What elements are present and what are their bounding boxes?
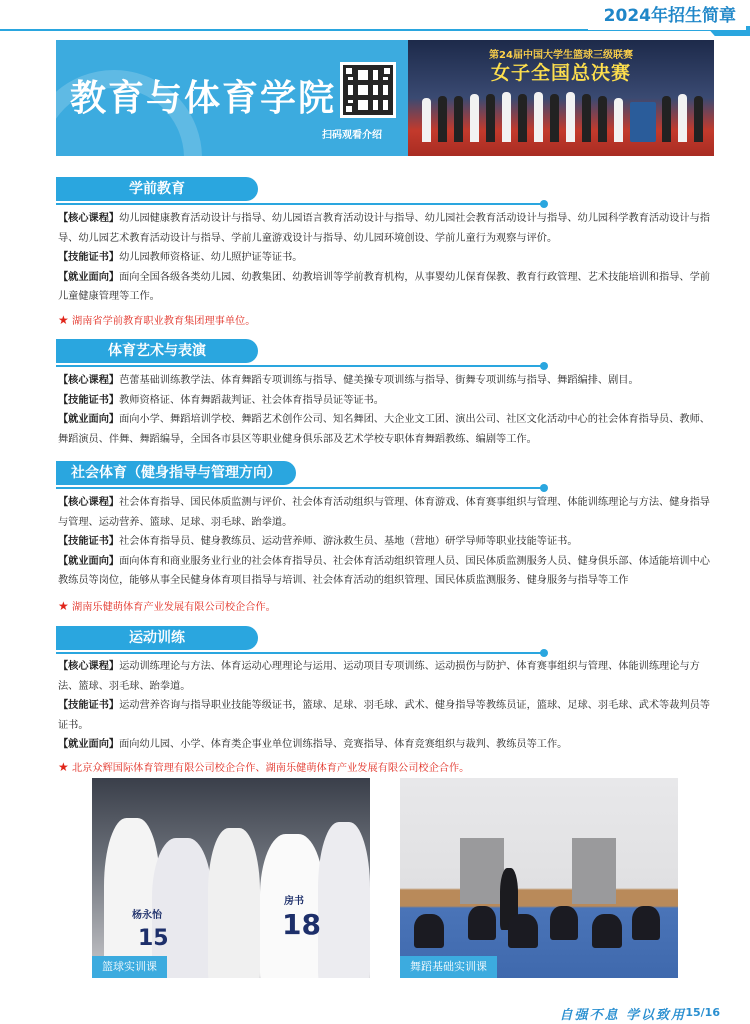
- preschool-details: [58, 209, 718, 307]
- section-rule: [56, 365, 542, 367]
- player-figure: [318, 822, 370, 978]
- skill-certificates: 【技能证书】社会体育指导员、健身教练员、运动营养师、游泳救生员、基地（营地）研学导师等职业技能等证书。: [58, 536, 578, 547]
- career-direction: 【就业面向】面向体育和商业服务业行业的社会体育指导员、社会体育活动组织管理人员、国民体质监测服务人员、健身俱乐部、体适能培训中心教练员等岗位，能够从事全民健身体育项目指导与培训、社会体育活动的组织管理、国民体质监测服务、健身服务与指导等工作: [58, 555, 710, 586]
- team-banner-flag: [630, 102, 656, 142]
- team-member-figure: [486, 94, 495, 142]
- career-direction: 【就业面向】面向小学、舞蹈培训学校、舞蹈艺术创作公司、知名舞团、大企业文工团、演出公司、社区文化活动中心的社会体育指导员、教师、舞蹈演员、伴舞、舞蹈编导，全国各市县区等职业健身俱乐部及艺术学校专职体育舞蹈教练、编剧等工作。: [58, 414, 710, 445]
- team-member-figure: [662, 96, 671, 142]
- player-figure: [208, 828, 260, 978]
- team-member-figure: [502, 92, 511, 142]
- team-photo: [408, 40, 714, 156]
- team-member-figure: [550, 94, 559, 142]
- partnership-note: ★ 湖南省学前教育职业教育集团理事单位。: [58, 313, 256, 327]
- qr-finder-icon: [343, 103, 355, 115]
- jersey-name: 房书: [284, 896, 304, 907]
- skill-certificates: 【技能证书】运动营养咨询与指导职业技能等级证书，篮球、足球、羽毛球、武术、健身指导等教练员证，篮球、足球、羽毛球、武术等裁判员等证书。: [58, 700, 710, 731]
- photo-caption: 舞蹈基础实训课: [400, 956, 497, 978]
- team-member-figure: [454, 96, 463, 142]
- jersey-number: 18: [282, 908, 321, 941]
- star-icon: ★: [58, 599, 69, 613]
- team-member-figure: [438, 96, 447, 142]
- dancer-figure: [550, 906, 578, 940]
- qr-caption: 扫码观看介绍: [322, 130, 382, 141]
- qr-code[interactable]: [340, 62, 396, 118]
- dancer-figure: [592, 914, 622, 948]
- photo-caption: 篮球实训课: [92, 956, 167, 978]
- section-rule: [56, 652, 542, 654]
- team-member-figure: [518, 94, 527, 142]
- college-name: 教育与体育学院: [70, 78, 337, 119]
- team-member-figure: [566, 92, 575, 142]
- team-member-figure: [598, 96, 607, 142]
- page-number: 15/16: [685, 1006, 720, 1019]
- career-direction: 【就业面向】面向幼儿园、小学、体育类企事业单位训练指导、竞赛指导、体育竞赛组织与裁判、教练员等工作。: [58, 739, 568, 750]
- section-rule-dot: [540, 484, 548, 492]
- sports-training-details: [58, 657, 718, 755]
- core-courses: 【核心课程】芭蕾基础训练教学法、体育舞蹈专项训练与指导、健美操专项训练与指导、街舞专项训练与指导、舞蹈编排、剧目。: [58, 375, 639, 386]
- qr-finder-icon: [343, 65, 355, 77]
- section-rule: [56, 203, 542, 205]
- jersey-name: 杨永怡: [132, 910, 162, 921]
- star-icon: ★: [58, 760, 69, 774]
- dance-training-photo: [400, 778, 678, 978]
- brochure-title: 2024年招生简章: [588, 2, 746, 30]
- section-rule: [56, 487, 542, 489]
- dancer-figure: [632, 906, 660, 940]
- team-member-figure: [582, 94, 591, 142]
- star-icon: ★: [58, 313, 69, 327]
- team-member-figure: [614, 98, 623, 142]
- team-photo-event-name: 第24届中国大学生篮球三级联赛: [489, 50, 633, 61]
- team-member-figure: [470, 94, 479, 142]
- career-direction: 【就业面向】面向全国各级各类幼儿园、幼教集团、幼教培训等学前教育机构，从事婴幼儿保育保教、教育行政管理、艺术技能培训和指导、学前儿童健康管理等工作。: [58, 271, 710, 302]
- jersey-number: 15: [138, 926, 169, 951]
- section-rule-dot: [540, 649, 548, 657]
- section-rule-dot: [540, 362, 548, 370]
- skill-certificates: 【技能证书】教师资格证、体育舞蹈裁判证、社会体育指导员证等证书。: [58, 394, 384, 406]
- dancer-figure: [468, 906, 496, 940]
- qr-code-pattern: [343, 65, 393, 115]
- team-member-figure: [534, 92, 543, 142]
- team-member-figure: [694, 96, 703, 142]
- basketball-training-photo: [92, 778, 370, 978]
- core-courses: 【核心课程】运动训练理论与方法、体育运动心理理论与运用、运动项目专项训练、运动损伤与防护、体育赛事组织与管理、体能训练理论与方法、篮球、羽毛球、跆拳道。: [58, 661, 700, 692]
- section-title: 体育艺术与表演: [56, 339, 258, 363]
- sports-arts-details: [58, 371, 718, 449]
- footer-motto: 自强不息 学以致用: [559, 1008, 686, 1023]
- window-decoration: [460, 838, 504, 904]
- social-sports-details: [58, 493, 718, 591]
- section-title: 社会体育（健身指导与管理方向）: [56, 461, 296, 485]
- qr-finder-icon: [381, 65, 393, 77]
- team-member-figure: [422, 98, 431, 142]
- partnership-note: ★ 湖南乐健萌体育产业发展有限公司校企合作。: [58, 599, 276, 613]
- college-banner: [56, 40, 714, 156]
- window-decoration: [572, 838, 616, 904]
- skill-certificates: 【技能证书】幼儿园教师资格证、幼儿照护证等证书。: [58, 252, 303, 263]
- section-rule-dot: [540, 200, 548, 208]
- section-title: 学前教育: [56, 177, 258, 201]
- core-courses: 【核心课程】幼儿园健康教育活动设计与指导、幼儿园语言教育活动设计与指导、幼儿园社会教育活动设计与指导、幼儿园科学教育活动设计与指导、幼儿园艺术教育活动设计与指导、学前儿童游戏设计与指导、幼儿园环境创设、学前儿童行为观察与评价。: [58, 213, 710, 244]
- section-title: 运动训练: [56, 626, 258, 650]
- dancer-figure: [414, 914, 444, 948]
- team-member-figure: [678, 94, 687, 142]
- core-courses: 【核心课程】社会体育指导、国民体质监测与评价、社会体育活动组织与管理、体育游戏、体育赛事组织与管理、体能训练理论与方法、健身指导与管理、运动营养、篮球、足球、羽毛球、跆拳道。: [58, 497, 710, 528]
- dancer-figure: [508, 914, 538, 948]
- team-photo-headline: 女子全国总决赛: [490, 62, 631, 84]
- partnership-note: ★ 北京众辉国际体育管理有限公司校企合作、湖南乐健萌体育产业发展有限公司校企合作。: [58, 760, 470, 774]
